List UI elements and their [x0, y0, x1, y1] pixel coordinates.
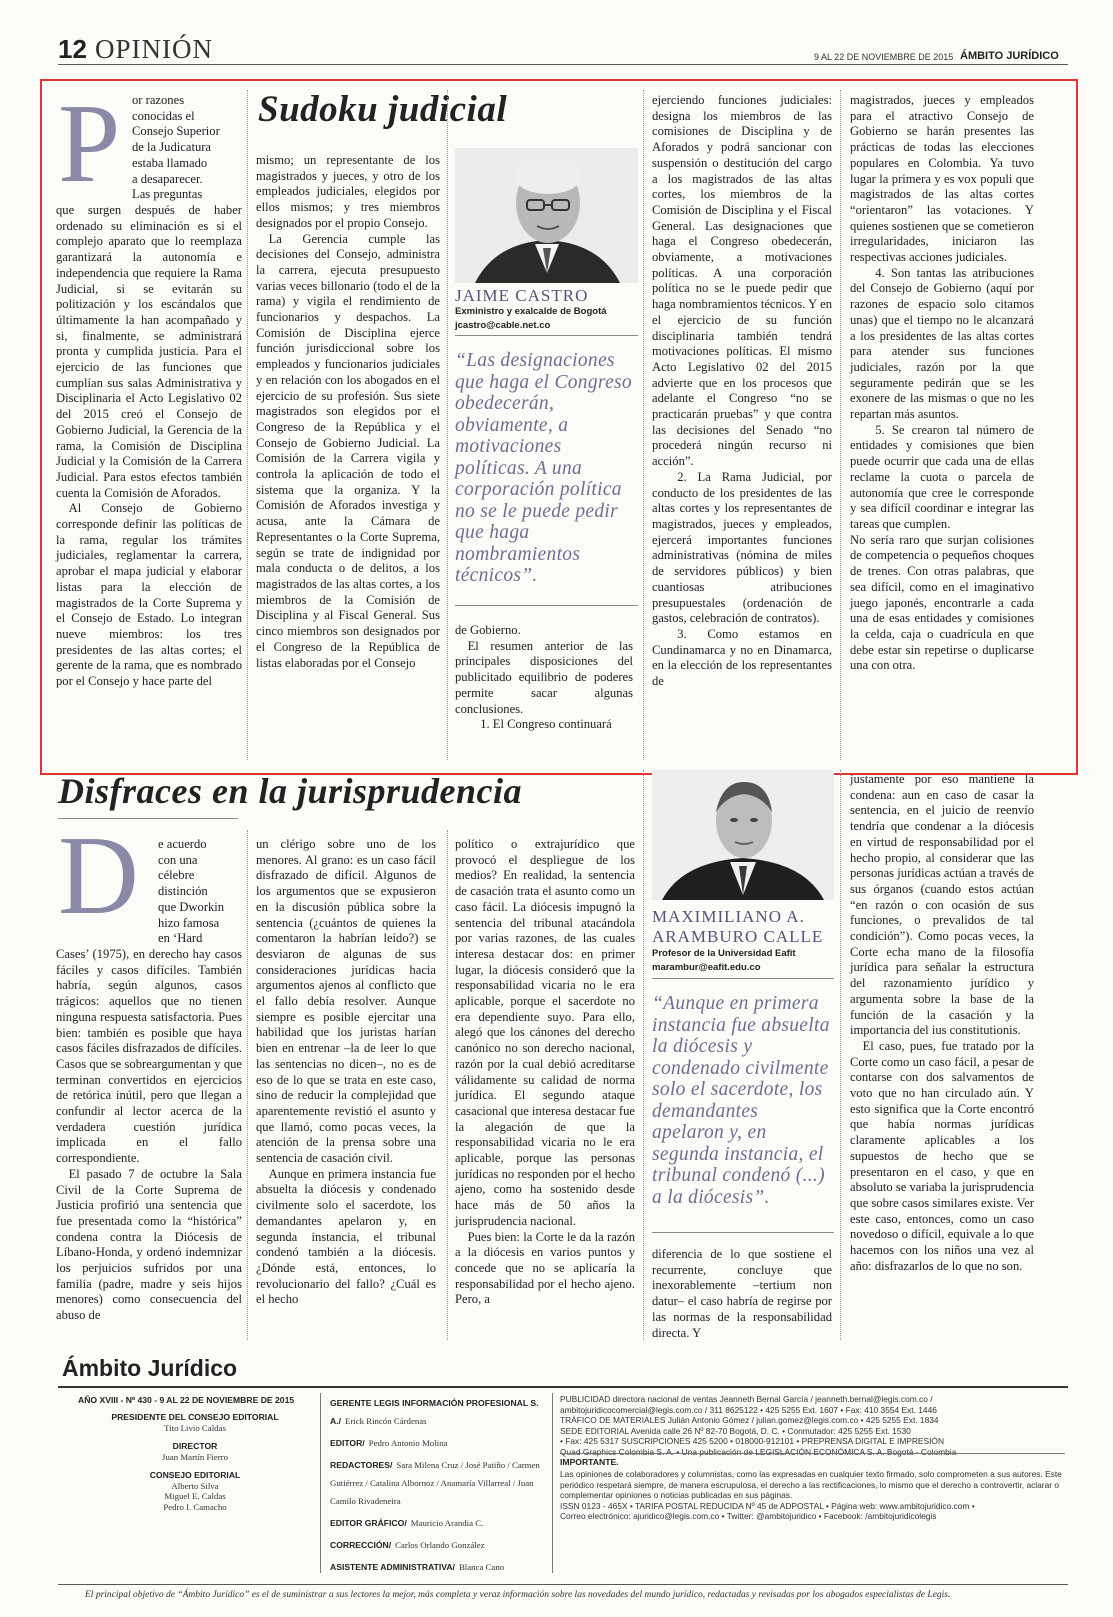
masthead-role: CORRECCIÓN/ [330, 1540, 392, 1550]
article1-column-4: ejerciendo funciones judiciales: designa los miembros de las comisiones de Disciplina y de Aforados y podrá sancionar con suspensión o destitución del cargo a los magistrados de las altas cortes, los miembros de la Comisión de Disciplina y el Fiscal General. Las designaciones que haga el Congreso obedecerán, obviamente, a motivaciones políticas. A una corporación política no se le puede pedir que haga nombramientos técnicos. Y en el ejercicio de su función disciplinaria también tendrá motivaciones políticas. El mismo Acto Legislativo 02 del 2015 advierte que en los procesos que adelante el Congreso “no se practicarán pruebas” y que contra las decisiones del Senado “no procederá ningún recurso ni acción”. 2. La Rama Judicial, por conducto de los presidentes de las altas cortes y los representantes de magistrados, jueces y empleados, ejercerá importantes funciones administrativas (nómina de miles de servidores públicos) y bien cuantiosas atribuciones presupuestales (ordenación de gastos, celebración de contratos). 3. Como estamos en Cundinamarca y no en Dinamarca, en la elección de los representantes de [652, 93, 832, 689]
masthead-role: ASISTENTE ADMINISTRATIVA/ [330, 1562, 455, 1572]
footer-logo: Ámbito Jurídico [62, 1355, 238, 1381]
footer-rule [58, 1386, 1068, 1388]
column-divider [320, 1393, 321, 1573]
masthead-names: Alberto Silva Miguel E. Caldas Pedro I. Camacho [163, 1480, 227, 1512]
edition-info: AÑO XVIII - Nº 430 - 9 AL 22 DE NOVIEMBRE DE 2015 [78, 1395, 295, 1405]
masthead-names: Blanca Cano [458, 1562, 505, 1572]
author-role: Exministro y exalcalde de Bogotá [455, 306, 607, 317]
article2-column-5: justamente por eso mantiene la condena: aun en caso de casar la sentencia, en el juicio de reenvío tendría que condenar a la diócesis en virtud de responsabilidad por el hecho propio, al considerar que las personas jurídicas actúan a través de sus órganos (cuando estos actúan “en razón o con ocasión de sus funciones, o prevalidos de tal condición”). Como pocas veces, la Corte echa mano de la filosofía jurídica para señalar la estructura del razonamiento jurídico y argumenta sobre la base de la función de la casación y la importancia del ius constitutionis. El caso, pues, fue tratado por la Corte como un caso fácil, a pesar de contarse con dos salvamentos de voto que no han circulado aún. Y esto significa que la Corte encontró que había normas jurídicas claramente aplicables a los supuestos de hecho que se presentaron en el caso, y que en absoluto se variaba la jurisprudencia que sobre casos similares existe. Ver este caso, entonces, como un caso novedoso o difícil, equivale a lo que hacemos con los niños una vez al año: disfrazarlos de lo que no son. [850, 772, 1034, 1273]
masthead-names: Mauricio Arandia C. [410, 1518, 484, 1528]
important-title: IMPORTANTE. [560, 1457, 619, 1467]
article2-intro: e acuerdo con una célebre distinción que Dworkin hizo famosa en ‘Hard [158, 837, 225, 946]
column-divider [840, 770, 841, 1340]
footer-tagline: El principal objetivo de “Ámbito Jurídico” es el de suministrar a sus lectores la mejor, más completa y veraz información sobre las novedades del mundo jurídico, redactadas y revisadas por los abogados especialistas de Legis. [85, 1590, 951, 1600]
article1-title: Sudoku judicial [258, 89, 508, 130]
pull-quote: “Las designaciones que haga el Congreso obedecerán, obviamente, a motivaciones políticas. A una corporación política no se le puede pedir que haga nombramientos técnicos”. [455, 350, 632, 586]
masthead-role: EDITOR/ [330, 1438, 365, 1448]
masthead-role: GERENTE LEGIS INFORMACIÓN PROFESIONAL S. A./ [330, 1398, 539, 1426]
rule [652, 1232, 834, 1233]
column-divider [447, 90, 448, 760]
masthead-names: Carlos Orlando González [395, 1540, 485, 1550]
masthead-role: DIRECTOR [172, 1441, 218, 1451]
bottom-rule [58, 1584, 1068, 1585]
masthead-names: Sara Milena Cruz / José Patiño / Carmen Gutiérrez / Catalina Albornoz / Anamaría Villarreal / Juan Camilo Rivadeneira [330, 1460, 540, 1506]
column-divider [247, 830, 248, 1340]
portrait-image [652, 770, 834, 900]
article2-column-2: un clérigo sobre uno de los menores. Al grano: es un caso fácil disfrazado de difícil. Algunos de los argumentos que se expusieron en la discusión pública sobre la sentencia (¿cuántos de quienes la comentaron la habrían leído?) se desviaron de algunas de sus consideraciones jurídicas hacia argumentos ajenos al conflicto que el fallo debía resolver. Aunque siempre es posible ejercitar una habilidad que los juristas harían bien en entrenar –la de leer lo que las sentencias no dicen–, no es de eso de lo que se trata en este caso, sino de reducir la complejidad que aparentemente revistió el asunto y que llamó, como pocas veces, la atención de la prensa sobre una sentencia de casación civil. Aunque en primera instancia fue absuelta la diócesis y condenado civilmente solo el sacerdote, los demandantes apelaron y, en segunda instancia, el tribunal condenó también a la diócesis. ¿Dónde está, entonces, lo revolucionario del fallo? ¿Cuál es el hecho [256, 837, 436, 1307]
masthead-role: EDITOR GRÁFICO/ [330, 1518, 407, 1528]
header-brand: ÁMBITO JURÍDICO [960, 50, 1059, 62]
section-title: OPINIÓN [95, 34, 213, 64]
masthead-names: Tito Livio Caldas [164, 1422, 226, 1433]
masthead-contact: PUBLICIDAD directora nacional de ventas Jeanneth Bernal García / jeanneth.bernal@legis.com.co / ambitojuridicocomercial@legis.com.co / 311 8625122 • 425 5255 Ext. 1607 • Fax: 410 3554 Ext. 1446 TRÁFICO DE MATERIALES Julián Antonio Gómez / julian.gomez@legis.com.co • 425 5255 Ext. 1834 SEDE EDITORIAL Avenida calle 26 Nº 82-70 Bogotá, D. C. • Conmutador: 425 5255 Ext. 1530 • Fax: 425 5317 SUSCRIPCIONES 425 5200 • 018000-912101 • PREPRENSA DIGITAL E IMPRESIÓN Quad Graphics Colombia S. A. • Una publicación de LEGISLACIÓN ECONÓMICA S. A. Bogotá - Colombia [560, 1394, 957, 1457]
article2-title: Disfraces en la jurisprudencia [58, 771, 523, 811]
article2-column-1: Cases’ (1975), en derecho hay casos fáciles y casos difíciles. También habría, según algunos, casos trágicos: aquellos que no tienen ninguna respuesta satisfactoria. Pues bien: también es posible que haya casos fáciles disfrazados de difíciles. Casos que se sobreargumentan y que terminan convertidos en ejercicios de retórica inútil, pero que llegan a confundir al lector acerca de la verdadera cuestión jurídica implicada en el fallo correspondiente. El pasado 7 de octubre la Sala Civil de la Corte Suprema de Justicia profirió una sentencia que fue presentada como la “histórica” condena contra la Diócesis de Líbano-Honda, y ordenó indemnizar los perjuicios sufridos por una familia (padre, madre y seis hijos menores) como consecuencia del abuso de [56, 947, 242, 1323]
article1-column-5: magistrados, jueces y empleados para el atractivo Consejo de Gobierno se harán presentes las prácticas de todas las elecciones populares en Colombia. Ya tuvo lugar la primera y es vox populi que magistrados de las altas cortes “orientaron” las votaciones. Y quienes sostienen que se cometieron irregularidades, iniciaron las respectivas acciones judiciales. 4. Son tantas las atribuciones del Consejo de Gobierno (aquí por razones de espacio solo citamos unas) que el tiempo no le alcanzará a los presidentes de las altas cortes para atender sus funciones judiciales, razón por la que seguramente pedirán que se les exonere de las mismas o que no les repartan más asuntos. 5. Se crearon tal número de entidades y comisiones que bien puede ocurrir que cada una de ellas reclame la cuota o parcela de autonomía que cree le corresponde y sea difícil coordinar e integrar las tareas que cumplen. No sería raro que surjan colisiones de competencia o pequeños choques de trenes. Con otras palabras, que sea difícil, como en el imaginativo juego japonés, encontrarle a cada una de esas entidades y comisiones la celda, caja o cuadrícula en que debe estar sin repetirse o duplicarse una con otra. [850, 93, 1034, 673]
article1-dropcap: P [58, 82, 121, 206]
issue-date: 9 AL 22 DE NOVIEMBRE DE 2015 [814, 52, 954, 62]
rule [560, 1453, 1065, 1454]
portrait-image [455, 148, 638, 283]
masthead-names: Juan Martín Fierro [162, 1451, 228, 1462]
article2-column-3: político o extrajurídico que provocó el despliegue de los medios? En realidad, la sentencia de casación trata el asunto como un caso fácil. La diócesis impugnó la sentencia del tribunal atacándola por varias razones, de las cuales interesa destacar dos: en primer lugar, la diócesis consideró que la responsabilidad vicaria no le era aplicable, porque el sacerdote no era dependiente suyo. Para ello, alegó que los cánones del derecho canónico no son derecho nacional, razón por la cual debió acreditarse válidamente su calidad de norma jurídica. El segundo ataque casacional que interesa destacar fue la alegación de que la responsabilidad vicaria no le era aplicable, porque las personas jurídicas no responden por el hecho ajeno, como ha sostenido desde hace más de 50 años la jurisprudencia nacional. Pues bien: la Corte le da la razón a la diócesis en varios puntos y concede que no se aplicaría la responsabilidad por el hecho ajeno. Pero, a [455, 837, 635, 1307]
author-email: jcastro@cable.net.co [455, 320, 551, 331]
author-photo [652, 770, 834, 900]
page-number: 12 [58, 34, 87, 64]
author-name: MAXIMILIANO A. ARAMBURO CALLE [652, 907, 824, 946]
author-name: JAIME CASTRO [455, 286, 589, 305]
article1-column-3: de Gobierno. El resumen anterior de las principales disposiciones del publicitado equilibrio de poderes permite sacar algunas conclusiones. 1. El Congreso continuará [455, 623, 633, 732]
rule [455, 605, 638, 606]
author-role: Profesor de la Universidad Eafit [652, 948, 796, 959]
masthead-role: REDACTORES/ [330, 1460, 393, 1470]
column-divider [247, 90, 248, 760]
article1-column-1: que surgen después de haber ordenado su eliminación es si el complejo aparato que lo reemplaza garantizará la autonomía e independencia que requiere la Rama Judicial, si se evitarán su politización y los escándalos que últimamente la han acompañado y si, finalmente, se administrará pronta y cumplida justicia. Para el ejercicio de las funciones que cumplían sus salas Administrativa y Disciplinaria el Acto Legislativo 02 del 2015 creó el Consejo de Gobierno Judicial, la Gerencia de la rama, la Comisión de Disciplina Judicial y la Comisión de la Carrera Judicial. Para estos efectos también cuenta la Comisión de Aforados. Al Consejo de Gobierno corresponde definir las políticas de la rama, regular los trámites judiciales, reglamentar la carrera, aprobar el mapa judicial y elaborar listas para la elección de magistrados de la Corte Suprema y el Consejo de Estado. Lo integran nueve miembros: los tres presidentes de las altas cortes; el gerente de la rama, que es nombrado por el Consejo y hace parte del [56, 203, 242, 689]
column-divider [643, 90, 644, 760]
masthead-names: Pedro Antonio Molina [368, 1438, 448, 1448]
rule [455, 335, 638, 336]
article2-column-4: diferencia de lo que sostiene el recurrente, concluye que inexorablemente –tertium non datur– el caso habría de regirse por las normas de la responsabilidad directa. Y [652, 1247, 832, 1340]
masthead-middle [330, 1393, 545, 1575]
column-divider [447, 830, 448, 1340]
column-divider [643, 770, 644, 1340]
column-divider [840, 90, 841, 760]
pull-quote: “Aunque en primera instancia fue absuelta la diócesis y condenado civilmente solo el sacerdote, los demandantes apelaron y, en segunda instancia, el tribunal condenó (...) a la diócesis”. [652, 993, 830, 1208]
author-photo [455, 148, 638, 283]
masthead-role: PRESIDENTE DEL CONSEJO EDITORIAL [111, 1412, 279, 1422]
masthead-role: CONSEJO EDITORIAL [149, 1470, 241, 1480]
article2-dropcap: D [58, 814, 139, 938]
author-email: marambur@eafit.edu.co [652, 962, 761, 973]
article1-column-2: mismo; un representante de los magistrados y jueces, y otro de los empleados judiciales, elegidos por ellos mismos; y tres miembros designados por el propio Consejo. La Gerencia cumple las decisiones del Consejo, administra la carrera, ejecuta presupuesto varias veces billonario (todo el de la rama) y vigila el rendimiento de funcionarios y despachos. La Comisión de Disciplina ejerce función jurisdiccional sobre los empleados y funcionarios judiciales y en relación con los abogados en el ejercicio de su profesión. Sus siete magistrados son elegidos por el Congreso de la República y el Consejo de Gobierno Judicial. La Comisión de la Carrera vigila y controla la aplicación de todo el sistema que la organiza. Y la Comisión de Aforados investiga y acusa, ante la Cámara de Representantes o la Corte Suprema, según se trate de indignidad por mala conducta o de delitos, a los magistrados de las altas cortes, a los miembros de la Comisión de Disciplina y al Fiscal General. Sus cinco miembros son designados por el Congreso de la República de listas elaboradas por el Consejo [256, 153, 440, 670]
column-divider [552, 1393, 553, 1573]
header-rule [58, 64, 1068, 65]
rule [652, 978, 834, 979]
article1-intro: or razones conocidas el Consejo Superior de la Judicatura estaba llamado a desaparecer. Las preguntas [132, 93, 220, 202]
masthead-left [80, 1412, 310, 1512]
masthead-names: Erick Rincón Cárdenas [344, 1416, 427, 1426]
important-text: Las opiniones de colaboradores y columnistas, como las expresadas en cualquier texto firmado, solo comprometen a sus autores. Este periódico respetará siempre, de manera escrupulosa, el derecho a las rectificaciones, lo mismo que el derecho a controvertir, aclarar o complementar opiniones o noticias publicadas en sus páginas. ISSN 0123 - 465X • TARIFA POSTAL REDUCIDA Nº 45 de ADPOSTAL • Página web: www.ambitojuridico.com • Correo electrónico: ajuridico@legis.com.co • Twitter: @ambitojuridico • Facebook: /ambitojuridicolegis [560, 1469, 1062, 1521]
